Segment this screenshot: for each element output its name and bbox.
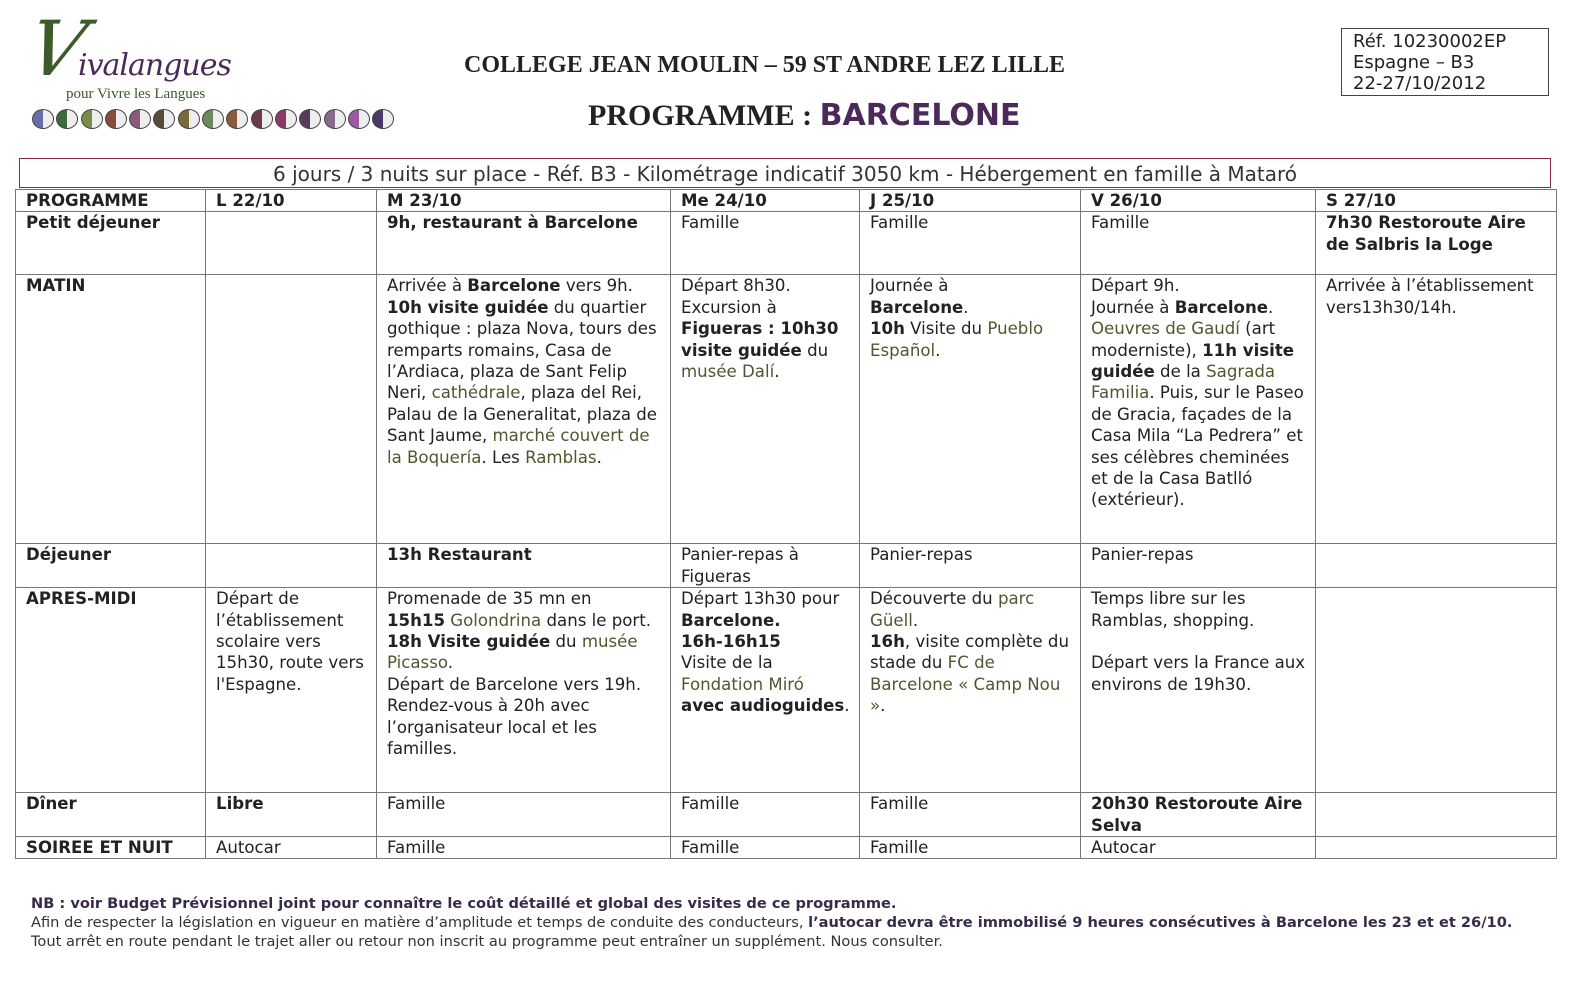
cell-text: Famille — [1091, 213, 1150, 233]
table-cell — [206, 544, 377, 588]
reference-country: Espagne – B3 — [1353, 52, 1475, 73]
cell-text: Promenade de 35 mn en — [387, 589, 592, 609]
table-row — [16, 544, 1557, 588]
cell-text: Temps libre sur les Ramblas, shopping. Départ vers la France aux environs de 19h30. — [1091, 589, 1306, 694]
emphasis-text: Barcelone — [1174, 297, 1269, 317]
cell-text: , plaza del Rei, Palau de la Generalitat, plaza de Sant Jaume, — [387, 383, 658, 446]
emphasis-text: 9h, restaurant à Barcelone — [387, 213, 638, 233]
table-row — [16, 588, 1557, 793]
table-row — [16, 212, 1557, 275]
table-cell — [671, 588, 860, 793]
table-cell — [860, 544, 1081, 588]
cell-text: Famille — [387, 794, 446, 814]
table-cell — [206, 212, 377, 275]
table-cell — [1081, 837, 1316, 859]
cell-text: Famille — [870, 838, 929, 858]
cell-text: vers 9h. — [565, 276, 633, 296]
cell-text: . — [880, 696, 886, 716]
table-cell — [206, 793, 377, 837]
logo-wordmark: ivalangues — [78, 48, 231, 83]
logo-initial: V — [20, 4, 95, 93]
table-cell — [1081, 212, 1316, 275]
place-name: parc Güell — [870, 589, 1035, 630]
table-cell — [206, 837, 377, 859]
emphasis-text: Barcelone — [467, 276, 561, 296]
table-cell — [1316, 793, 1557, 837]
table-header-row — [16, 190, 1557, 212]
cell-text: Arrivée à l’établissement vers13h30/14h. — [1326, 276, 1534, 317]
flag-icon — [348, 109, 370, 129]
footer-notes — [31, 894, 1541, 951]
table-cell — [377, 793, 671, 837]
place-name: cathédrale — [431, 383, 521, 403]
cell-text: Autocar — [216, 838, 281, 858]
table-cell — [377, 837, 671, 859]
flag-icon — [275, 109, 297, 129]
cell-text: Départ 9h. Journée à — [1091, 276, 1180, 317]
cell-text: Arrivée à — [387, 276, 468, 296]
emphasis-text: Libre — [216, 794, 264, 814]
flag-icon — [324, 109, 346, 129]
cell-text: de la — [1154, 362, 1207, 382]
cell-text: Panier-repas à Figueras — [681, 545, 799, 586]
emphasis-text: 15h15 — [387, 610, 445, 630]
table-cell — [671, 275, 860, 544]
cell-text: . — [935, 340, 941, 360]
trip-summary: 6 jours / 3 nuits sur place - Réf. B3 - Kilométrage indicatif 3050 km - Hébergement en famille à Mataró — [19, 158, 1551, 188]
cell-text: dans le port. — [546, 610, 652, 630]
legal-note-end: Tout arrêt en route pendant le trajet aller ou retour non inscrit au programme peut entraîner un supplément. Nous consulter. — [31, 933, 943, 950]
table-cell — [1081, 275, 1316, 544]
nb-note: NB : voir Budget Prévisionnel joint pour connaître le coût détaillé et global des visites de ce programme. — [31, 895, 897, 912]
cell-text: du — [550, 632, 582, 652]
column-header: PROGRAMME — [16, 190, 206, 212]
emphasis-text: 20h30 Restoroute Aire Selva — [1091, 794, 1303, 835]
reference-number: Réf. 10230002EP — [1353, 31, 1507, 52]
table-cell — [1316, 837, 1557, 859]
cell-text: . Puis, sur le Paseo de Gracia, façades de la Casa Mila “La Pedrera” et ses célèbres cheminées et de la Casa Batlló (extérieur). — [1091, 383, 1304, 510]
place-name: musée Dalí — [681, 362, 775, 382]
flag-icon — [178, 109, 200, 129]
cell-text: du quartier gothique : plaza Nova, tours des remparts romains, Casa de l’Ardiaca, plaza de Sant Felip Neri, — [387, 297, 657, 403]
cell-text: . Départ de Barcelone vers 19h. Rendez-vous à 20h avec l’organisateur local et les familles. — [387, 653, 642, 759]
cell-text: Famille — [387, 838, 446, 858]
flag-icon — [153, 109, 175, 129]
table-cell — [1316, 544, 1557, 588]
table-cell — [860, 837, 1081, 859]
table-row — [16, 793, 1557, 837]
cell-text: Découverte du — [870, 589, 998, 609]
cell-text: . — [912, 610, 919, 630]
flag-icon — [129, 109, 151, 129]
place-name: FC de Barcelone « Camp Nou » — [870, 653, 1061, 716]
cell-text: Famille — [681, 838, 740, 858]
emphasis-text: 7h30 Restoroute Aire de Salbris la Loge — [1326, 213, 1526, 254]
table-cell — [377, 212, 671, 275]
cell-text: . — [596, 447, 602, 467]
table-cell — [1316, 588, 1557, 793]
table-cell — [377, 275, 671, 544]
school-name: COLLEGE JEAN MOULIN – 59 ST ANDRE LEZ LILLE — [464, 52, 1066, 78]
row-label: SOIREE ET NUIT — [16, 837, 206, 859]
cell-text: Famille — [870, 794, 929, 814]
cell-text: , visite complète du stade du — [870, 632, 1069, 673]
emphasis-text: Barcelone — [870, 297, 964, 317]
flag-icon — [32, 109, 54, 129]
flag-icon — [251, 109, 273, 129]
column-header: Me 24/10 — [671, 190, 860, 212]
cell-text: Panier-repas — [870, 545, 973, 565]
table-cell — [671, 212, 860, 275]
column-header: M 23/10 — [377, 190, 671, 212]
table-cell — [377, 544, 671, 588]
destination-city: BARCELONE — [819, 98, 1021, 133]
place-name: Ramblas — [525, 447, 597, 467]
programme-label: PROGRAMME : — [588, 99, 813, 132]
vivalangues-logo — [20, 4, 408, 138]
programme-table — [15, 189, 1557, 859]
flag-icon — [56, 109, 78, 129]
row-label: MATIN — [16, 275, 206, 544]
place-name: Sagrada Familia — [1091, 362, 1276, 403]
cell-text: Famille — [681, 794, 740, 814]
emphasis-text: 10h visite guidée — [387, 297, 549, 317]
emphasis-text: 16h — [870, 632, 905, 652]
cell-text: . — [1268, 297, 1274, 317]
place-name: musée Picasso — [387, 632, 638, 673]
cell-text: Visite de la — [681, 653, 773, 673]
place-name: Oeuvres de Gaudí — [1091, 319, 1240, 339]
cell-text: Visite du — [904, 319, 988, 339]
table-cell — [1081, 793, 1316, 837]
column-header: S 27/10 — [1316, 190, 1557, 212]
table-cell — [671, 793, 860, 837]
flag-icon — [299, 109, 321, 129]
table-cell — [1316, 212, 1557, 275]
cell-text: Départ 8h30. Excursion à — [681, 276, 791, 317]
column-header: L 22/10 — [206, 190, 377, 212]
place-name: marché couvert de la Boquería — [387, 426, 650, 467]
page-title — [588, 98, 1020, 133]
place-name: Golondrina — [450, 610, 542, 630]
table-cell — [671, 544, 860, 588]
place-name: Pueblo Español — [870, 319, 1044, 360]
cell-text: . — [844, 696, 850, 716]
emphasis-text: 11h visite guidée — [1091, 340, 1295, 382]
cell-text: du — [801, 340, 829, 360]
emphasis-text: Figueras : 10h30 visite guidée — [681, 319, 839, 360]
flag-icon — [226, 109, 248, 129]
table-cell — [1081, 544, 1316, 588]
flag-icon — [105, 109, 127, 129]
table-cell — [671, 837, 860, 859]
row-label: Déjeuner — [16, 544, 206, 588]
cell-text: (art moderniste), — [1091, 319, 1276, 360]
legal-note — [31, 913, 1541, 951]
column-header: J 25/10 — [860, 190, 1081, 212]
cell-text: . — [963, 297, 969, 317]
reference-dates: 22-27/10/2012 — [1353, 73, 1487, 94]
logo-tagline: pour Vivre les Langues — [66, 86, 206, 102]
cell-text: Famille — [681, 213, 740, 233]
table-row — [16, 275, 1557, 544]
table-cell — [377, 588, 671, 793]
table-cell — [860, 275, 1081, 544]
emphasis-text: 18h Visite guidée — [387, 632, 551, 652]
table-cell — [860, 588, 1081, 793]
table-cell — [1081, 588, 1316, 793]
column-header: V 26/10 — [1081, 190, 1316, 212]
table-row — [16, 837, 1557, 859]
table-cell — [206, 588, 377, 793]
cell-text: Départ 13h30 pour — [681, 589, 840, 609]
cell-text: Panier-repas — [1091, 545, 1194, 565]
cell-text: Autocar — [1091, 838, 1156, 858]
reference-box — [1341, 28, 1549, 96]
table-cell — [206, 275, 377, 544]
cell-text: Journée à — [870, 276, 949, 296]
table-cell — [1316, 275, 1557, 544]
place-name: Fondation Miró — [681, 674, 804, 694]
cell-text: Famille — [870, 213, 929, 233]
flag-icon — [81, 109, 103, 129]
emphasis-text: 10h — [870, 319, 905, 339]
legal-note-start: Afin de respecter la législation en vigueur en matière d’amplitude et temps de conduite des conducteurs, — [31, 914, 809, 931]
flag-icon — [372, 109, 394, 129]
emphasis-text: 13h Restaurant — [387, 545, 532, 565]
table-cell — [860, 212, 1081, 275]
cell-text: . — [774, 362, 780, 382]
row-label: Dîner — [16, 793, 206, 837]
row-label: APRES-MIDI — [16, 588, 206, 793]
cell-text: Départ de l’établissement scolaire vers 15h30, route vers l'Espagne. — [216, 589, 364, 694]
legal-note-bold: l’autocar devra être immobilisé 9 heures consécutives à Barcelone les 23 et et 26/10. — [808, 914, 1513, 931]
emphasis-text: Barcelone. 16h-16h15 — [681, 610, 781, 652]
emphasis-text: avec audioguides — [681, 696, 845, 716]
flag-icon — [202, 109, 224, 129]
table-cell — [860, 793, 1081, 837]
language-flags — [32, 109, 394, 129]
row-label: Petit déjeuner — [16, 212, 206, 275]
cell-text: . Les — [481, 447, 526, 467]
